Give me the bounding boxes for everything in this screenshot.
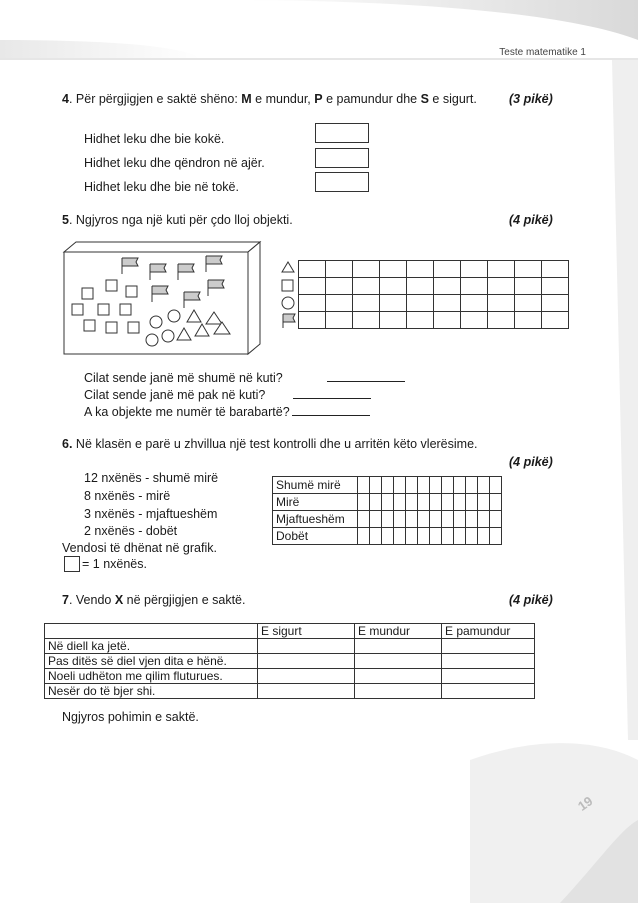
q5-cell[interactable] — [407, 295, 434, 312]
q6-cell[interactable] — [442, 494, 454, 511]
q5-cell[interactable] — [299, 295, 326, 312]
q4-item-2: Hidhet leku dhe qëndron në ajër. — [84, 156, 265, 170]
q5-cell[interactable] — [380, 261, 407, 278]
q6-cell[interactable] — [418, 511, 430, 528]
q6-cell[interactable] — [490, 511, 502, 528]
q5-cell[interactable] — [461, 278, 488, 295]
q6-cell[interactable] — [418, 477, 430, 494]
q5-cell[interactable] — [380, 278, 407, 295]
q5-answer-line-3[interactable] — [292, 403, 370, 416]
q7-table — [44, 623, 535, 699]
q6-cell[interactable] — [394, 511, 406, 528]
q5-cell[interactable] — [515, 295, 542, 312]
q4-answer-box-3[interactable] — [315, 172, 369, 192]
q7-cell[interactable] — [258, 639, 355, 654]
q7-col-header-2: E mundur — [355, 624, 442, 639]
q5-answer-line-2[interactable] — [293, 386, 371, 399]
q6-cell[interactable] — [466, 477, 478, 494]
q5-question-3-text: A ka objekte me numër të barabartë? — [84, 405, 290, 419]
q5-points: (4 pikë) — [509, 213, 553, 227]
q6-cell[interactable] — [466, 511, 478, 528]
q6-text: Në klasën e parë u zhvillua një test kontrolli dhe u arritën këto vlerësime. — [72, 437, 478, 451]
q4-text-d: e sigurt. — [428, 92, 477, 106]
q7-cell[interactable] — [355, 669, 442, 684]
q7-cell[interactable] — [355, 639, 442, 654]
q4-points: (3 pikë) — [509, 92, 553, 106]
q5-grid — [298, 260, 569, 329]
q7-cell[interactable] — [258, 684, 355, 699]
q6-legend: = 1 nxënës. — [82, 557, 147, 571]
q6-cell[interactable] — [406, 494, 418, 511]
q7-row-label-2: Pas ditës së diel vjen dita e hënë. — [45, 654, 258, 669]
shape-legend — [280, 260, 298, 330]
q6-cell[interactable] — [490, 494, 502, 511]
q7-points: (4 pikë) — [509, 593, 553, 607]
q5-prompt — [62, 213, 293, 227]
q5-cell[interactable] — [353, 295, 380, 312]
q6-cell[interactable] — [478, 511, 490, 528]
q6-cell[interactable] — [394, 528, 406, 545]
q5-question-2 — [84, 386, 371, 402]
q6-cell[interactable] — [406, 528, 418, 545]
q4-number: 4 — [62, 92, 69, 106]
q5-answer-line-1[interactable] — [327, 369, 405, 382]
q5-cell[interactable] — [515, 312, 542, 329]
q6-cell[interactable] — [430, 477, 442, 494]
q4-text-c: e pamundur dhe — [322, 92, 421, 106]
q5-cell[interactable] — [326, 312, 353, 329]
q7-row-label-1: Në diell ka jetë. — [45, 639, 258, 654]
q6-item-2: 8 nxënës - mirë — [84, 489, 171, 503]
q5-cell[interactable] — [461, 295, 488, 312]
q5-question-3 — [84, 403, 370, 419]
q7-text-a: . Vendo — [68, 593, 115, 607]
q6-points: (4 pikë) — [509, 455, 553, 469]
q6-cell[interactable] — [478, 477, 490, 494]
q5-cell[interactable] — [407, 278, 434, 295]
q6-cell[interactable] — [382, 511, 394, 528]
q6-cell[interactable] — [358, 477, 370, 494]
q6-cell[interactable] — [442, 511, 454, 528]
q6-cell[interactable] — [406, 511, 418, 528]
q6-cell[interactable] — [370, 477, 382, 494]
q6-row-label-2: Mirë — [273, 494, 358, 511]
q6-cell[interactable] — [478, 494, 490, 511]
q5-text: . Ngjyros nga një kuti për çdo lloj objekti. — [68, 213, 293, 227]
q7-cell[interactable] — [355, 654, 442, 669]
q6-cell[interactable] — [358, 528, 370, 545]
q5-question-1 — [84, 369, 405, 385]
q6-cell[interactable] — [478, 528, 490, 545]
q6-cell[interactable] — [358, 511, 370, 528]
q5-cell[interactable] — [434, 261, 461, 278]
q6-row-label-3: Mjaftueshëm — [273, 511, 358, 528]
circle-icon — [282, 297, 294, 309]
q6-cell[interactable] — [466, 494, 478, 511]
q6-cell[interactable] — [430, 511, 442, 528]
q6-item-3: 3 nxënës - mjaftueshëm — [84, 507, 218, 521]
q6-cell[interactable] — [454, 528, 466, 545]
q7-cell[interactable] — [442, 684, 535, 699]
q4-S: S — [420, 92, 429, 106]
q5-question-1-text: Cilat sende janë më shumë në kuti? — [84, 371, 283, 385]
q5-cell[interactable] — [380, 295, 407, 312]
q5-question-2-text: Cilat sende janë më pak në kuti? — [84, 388, 266, 402]
q5-cell[interactable] — [407, 312, 434, 329]
q5-cell[interactable] — [542, 312, 569, 329]
q7-cell[interactable] — [355, 684, 442, 699]
q6-cell[interactable] — [370, 528, 382, 545]
objects-box-illustration — [62, 240, 262, 358]
q5-cell[interactable] — [407, 261, 434, 278]
q6-cell[interactable] — [418, 528, 430, 545]
q6-cell[interactable] — [382, 477, 394, 494]
q4-prompt — [62, 92, 477, 106]
q7-header-empty — [45, 624, 258, 639]
q5-cell[interactable] — [326, 261, 353, 278]
q5-cell[interactable] — [461, 312, 488, 329]
q6-cell[interactable] — [430, 528, 442, 545]
q4-answer-box-2[interactable] — [315, 148, 369, 168]
q5-cell[interactable] — [542, 295, 569, 312]
q5-cell[interactable] — [353, 312, 380, 329]
q7-row-label-4: Nesër do të bjer shi. — [45, 684, 258, 699]
q6-cell[interactable] — [382, 528, 394, 545]
q5-cell[interactable] — [299, 312, 326, 329]
q6-cell[interactable] — [442, 528, 454, 545]
q4-P: P — [314, 92, 323, 106]
flag-icon — [283, 314, 295, 328]
q6-cell[interactable] — [406, 477, 418, 494]
q5-cell[interactable] — [434, 312, 461, 329]
q6-cell[interactable] — [454, 494, 466, 511]
q6-cell[interactable] — [490, 477, 502, 494]
q7-text-b: në përgjigjen e saktë. — [123, 593, 246, 607]
q5-cell[interactable] — [542, 278, 569, 295]
q6-item-4: 2 nxënës - dobët — [84, 524, 178, 538]
q5-cell[interactable] — [326, 278, 353, 295]
q4-answer-box-1[interactable] — [315, 123, 369, 143]
q6-cell[interactable] — [382, 494, 394, 511]
q6-prompt — [62, 437, 478, 451]
q4-text-a: . Për përgjigjen e saktë shëno: — [68, 92, 242, 106]
q5-cell[interactable] — [488, 261, 515, 278]
q5-cell[interactable] — [434, 278, 461, 295]
q6-cell[interactable] — [490, 528, 502, 545]
q7-X: X — [114, 593, 124, 607]
q6-cell[interactable] — [370, 511, 382, 528]
q4-M: M — [241, 92, 252, 106]
q7-footer: Ngjyros pohimin e saktë. — [62, 710, 199, 724]
q6-cell[interactable] — [466, 528, 478, 545]
q5-cell[interactable] — [488, 278, 515, 295]
q7-number: 7 — [62, 593, 69, 607]
q6-cell[interactable] — [430, 494, 442, 511]
q5-cell[interactable] — [353, 261, 380, 278]
q5-cell[interactable] — [353, 278, 380, 295]
q5-cell[interactable] — [488, 312, 515, 329]
q5-cell[interactable] — [515, 261, 542, 278]
q5-number: 5 — [62, 213, 69, 227]
q6-number: 6. — [62, 437, 73, 451]
q4-text-b: e mundur, — [251, 92, 315, 106]
q5-cell[interactable] — [380, 312, 407, 329]
q6-cell[interactable] — [358, 494, 370, 511]
q7-cell[interactable] — [258, 654, 355, 669]
q6-grid — [272, 476, 502, 545]
q5-cell[interactable] — [542, 261, 569, 278]
q7-cell[interactable] — [258, 669, 355, 684]
q6-row-label-4: Dobët — [273, 528, 358, 545]
square-icon — [282, 280, 293, 291]
q6-row-label-1: Shumë mirë — [273, 477, 358, 494]
q6-cell[interactable] — [442, 477, 454, 494]
q5-cell[interactable] — [299, 278, 326, 295]
q7-col-header-3: E pamundur — [442, 624, 535, 639]
q6-item-1: 12 nxënës - shumë mirë — [84, 471, 219, 485]
q6-cell[interactable] — [454, 477, 466, 494]
q7-cell[interactable] — [442, 639, 535, 654]
q5-cell[interactable] — [299, 261, 326, 278]
q5-cell[interactable] — [434, 295, 461, 312]
q6-cell[interactable] — [418, 494, 430, 511]
q6-cell[interactable] — [394, 477, 406, 494]
page-number: 19 — [574, 793, 595, 814]
q7-col-header-1: E sigurt — [258, 624, 355, 639]
q7-cell[interactable] — [442, 654, 535, 669]
q4-item-1: Hidhet leku dhe bie kokë. — [84, 132, 225, 146]
q6-cell[interactable] — [370, 494, 382, 511]
q4-item-3: Hidhet leku dhe bie në tokë. — [84, 180, 239, 194]
q7-prompt — [62, 593, 245, 607]
q7-cell[interactable] — [442, 669, 535, 684]
q5-cell[interactable] — [515, 278, 542, 295]
triangle-icon — [282, 262, 294, 272]
q6-cell[interactable] — [454, 511, 466, 528]
q7-row-label-3: Noeli udhëton me qilim fluturues. — [45, 669, 258, 684]
q5-cell[interactable] — [461, 261, 488, 278]
unit-square-icon — [64, 556, 80, 572]
q6-cell[interactable] — [394, 494, 406, 511]
header-title: Teste matematike 1 — [499, 47, 586, 58]
q6-instruction: Vendosi të dhënat në grafik. — [62, 541, 217, 555]
q5-cell[interactable] — [488, 295, 515, 312]
q5-cell[interactable] — [326, 295, 353, 312]
